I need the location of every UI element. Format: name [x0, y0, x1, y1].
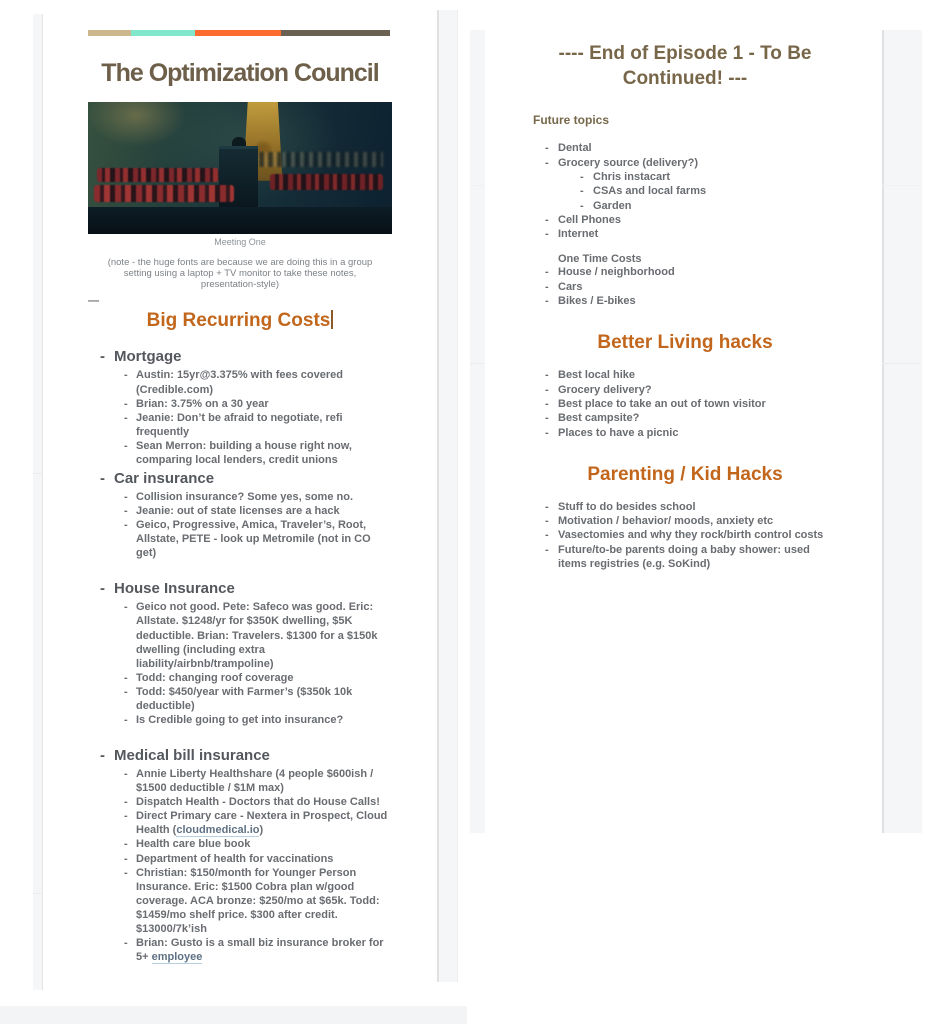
section-title-row [88, 348, 392, 366]
bullet-dash: - [100, 469, 105, 487]
bullet-dash: - [124, 439, 128, 452]
dash-marker: — [88, 294, 99, 307]
bullet-dash: - [580, 170, 584, 183]
list-item: - Dispatch Health - Doctors that do House Calls! [124, 796, 380, 809]
list-item: - Motivation / behavior/ moods, anxiety etc [545, 515, 774, 528]
bullet-dash: - [545, 142, 549, 155]
list-item: - Future/to-be parents doing a baby shower: used items registries (e.g. SoKind) [545, 543, 810, 571]
section-medical-insurance [88, 747, 392, 964]
list-item: - Cars [545, 280, 583, 293]
section-title: Car insurance [114, 469, 215, 487]
list-item: - Todd: changing roof coverage [124, 671, 294, 684]
bullet-dash: - [124, 768, 128, 781]
bullet-dash: - [545, 266, 549, 279]
bullet-dash: - [545, 295, 549, 308]
image-gallery-shape [255, 152, 383, 168]
image-crowd-shape [94, 185, 234, 202]
bullet-list [88, 600, 392, 727]
list-item: - Collision insurance? Some yes, some no. [124, 490, 354, 503]
bullet-dash: - [100, 580, 105, 598]
bullet-list [88, 368, 392, 467]
bullet-dash: - [545, 500, 549, 513]
bullet-dash: - [545, 280, 549, 293]
one-time-costs-list [533, 265, 837, 308]
document-page-right [485, 30, 882, 833]
bullet-dash: - [545, 397, 549, 410]
image-crowd-shape [97, 168, 219, 183]
bullet-dash: - [545, 369, 549, 382]
bullet-dash: - [545, 228, 549, 241]
cloudmedical-link[interactable]: cloudmedical.io [176, 824, 260, 837]
bullet-dash: - [124, 411, 128, 424]
future-topics-list-2 [533, 213, 837, 242]
image-pews-shape [88, 207, 392, 233]
list-item: - Best campsite? [545, 412, 640, 425]
list-item: - House / neighborhood [545, 266, 675, 279]
list-item: - Geico, Progressive, Amica, Traveler’s, Root, Allstate, PETE - look up Metromile (not in CO get) [124, 519, 371, 560]
list-item: - Brian: 3.75% on a 30 year [124, 397, 269, 410]
list-item: - Geico not good. Pete: Safeco was good. Eric: Allstate. $1248/yr for $350K dwelling, $5K deductible. Brian: Travelers. $1300 for a $150k dwelling (including extra liability/airbnb/trampoline) [124, 601, 378, 670]
image-crowd-shape [270, 174, 382, 190]
list-item: - CSAs and local farms [580, 185, 707, 198]
one-time-costs-label: One Time Costs [558, 253, 642, 266]
list-item: - Austin: 15yr@3.375% with fees covered (Credible.com) [124, 369, 343, 396]
document-page-left [43, 10, 437, 980]
divider-segment-brown [281, 30, 390, 36]
bottom-band [0, 1006, 467, 1024]
better-living-list [533, 368, 837, 439]
bullet-dash: - [124, 937, 128, 949]
bullet-dash: - [124, 490, 128, 503]
bullet-dash: - [124, 866, 128, 879]
parenting-list [533, 500, 837, 571]
bullet-dash: - [124, 369, 128, 382]
list-item: - Sean Merron: building a house right now, comparing local lenders, credit unions [124, 439, 352, 466]
right-page-gutter-left [470, 30, 486, 833]
section-title: House Insurance [114, 580, 235, 598]
list-item: - Todd: $450/year with Farmer’s ($350k 10k deductible) [124, 685, 353, 712]
document-title: The Optimization Council [101, 59, 379, 87]
bullet-dash: - [124, 505, 128, 518]
list-item: - Bikes / E-bikes [545, 295, 636, 308]
heading-big-recurring-costs [88, 309, 392, 333]
divider-segment-tan [88, 30, 131, 36]
bullet-dash: - [545, 156, 549, 169]
bullet-dash: - [124, 838, 128, 851]
bullet-list [88, 490, 392, 560]
bullet-dash: - [124, 685, 128, 698]
section-mortgage [88, 348, 392, 467]
bullet-dash: - [100, 747, 105, 765]
list-item: - Brian: Gusto is a small biz insurance broker for 5+ employee [124, 937, 384, 964]
list-item: - Internet [545, 228, 599, 241]
list-item: - Is Credible going to get into insurance? [124, 713, 344, 726]
divider-segment-mint [131, 30, 195, 36]
bullet-dash: - [124, 713, 128, 726]
section-title: Medical bill insurance [114, 747, 270, 765]
bullet-dash: - [580, 185, 584, 198]
bullet-dash: - [124, 601, 128, 614]
grocery-sublist [533, 170, 837, 213]
list-item: - Direct Primary care - Nextera in Prospect, Cloud Health (cloudmedical.io) [124, 810, 388, 837]
heading-parenting-kid-hacks: Parenting / Kid Hacks [587, 463, 783, 485]
list-item: - Health care blue book [124, 838, 251, 851]
right-page-gutter-right [882, 30, 922, 833]
bullet-dash: - [124, 519, 128, 532]
heading-text: Big Recurring Costs [146, 309, 331, 331]
future-topics-label: Future topics [533, 113, 610, 128]
section-title-row [88, 470, 392, 488]
bullet-dash: - [124, 810, 128, 823]
section-title-row [88, 580, 392, 598]
bullet-dash: - [580, 199, 584, 212]
bullet-dash: - [124, 796, 128, 809]
left-page-gutter-right [437, 10, 458, 982]
section-title: Mortgage [114, 348, 182, 366]
section-car-insurance [88, 470, 392, 560]
list-item: - Grocery source (delivery?) [545, 156, 699, 169]
heading-better-living-hacks: Better Living hacks [597, 332, 773, 354]
bullet-dash: - [545, 426, 549, 439]
bullet-dash: - [545, 515, 549, 528]
list-item: - Dental [545, 142, 592, 155]
heading-end-of-episode: ---- End of Episode 1 - To Be Continued! --- [558, 43, 812, 89]
list-item: - Department of health for vaccinations [124, 852, 334, 865]
list-item: - Grocery delivery? [545, 383, 652, 396]
list-item: - Best local hike [545, 369, 636, 382]
section-title-row [88, 747, 392, 765]
divider-segment-orange [195, 30, 281, 36]
left-page-gutter-left [33, 14, 43, 990]
section-house-insurance [88, 580, 392, 727]
list-item: - Jeanie: out of state licenses are a hack [124, 505, 340, 518]
list-item: - Chris instacart [580, 170, 671, 183]
council-photo [88, 102, 392, 234]
bullet-dash: - [124, 852, 128, 865]
list-item: - Cell Phones [545, 213, 621, 226]
color-divider-bar [88, 30, 392, 36]
bullet-dash: - [545, 543, 549, 556]
image-caption: Meeting One [214, 236, 266, 247]
list-item: - Best place to take an out of town visitor [545, 397, 766, 410]
bullet-dash: - [545, 412, 549, 425]
list-item: - Stuff to do besides school [545, 500, 696, 513]
future-topics-list [533, 141, 837, 170]
list-item: - Garden [580, 199, 632, 212]
bullet-dash: - [124, 671, 128, 684]
list-item: - Christian: $150/month for Younger Person Insurance. Eric: $1500 Cobra plan w/good coverage. ACA bronze: $250/mo at $65k. Todd: $1459/mo shelf price. $300 after credit. $13000/7k’ish [124, 866, 380, 935]
list-item: - Jeanie: Don’t be afraid to negotiate, refi frequently [124, 411, 343, 438]
presentation-note: (note - the huge fonts are because we are doing this in a group setting using a laptop + TV monitor to take these notes, presentation-style) [107, 256, 373, 291]
employee-link[interactable]: employee [151, 951, 203, 964]
bullet-dash: - [545, 529, 549, 542]
bullet-list [88, 767, 392, 964]
bullet-dash: - [100, 348, 105, 366]
bullet-dash: - [545, 213, 549, 226]
list-item: - Vasectomies and why they rock/birth control costs [545, 529, 824, 542]
bullet-dash: - [545, 383, 549, 396]
text-cursor [331, 310, 333, 329]
list-item: - Annie Liberty Healthshare (4 people $600ish / $1500 deductible / $1M max) [124, 768, 374, 795]
list-item: - Places to have a picnic [545, 426, 679, 439]
bullet-dash: - [124, 397, 128, 410]
